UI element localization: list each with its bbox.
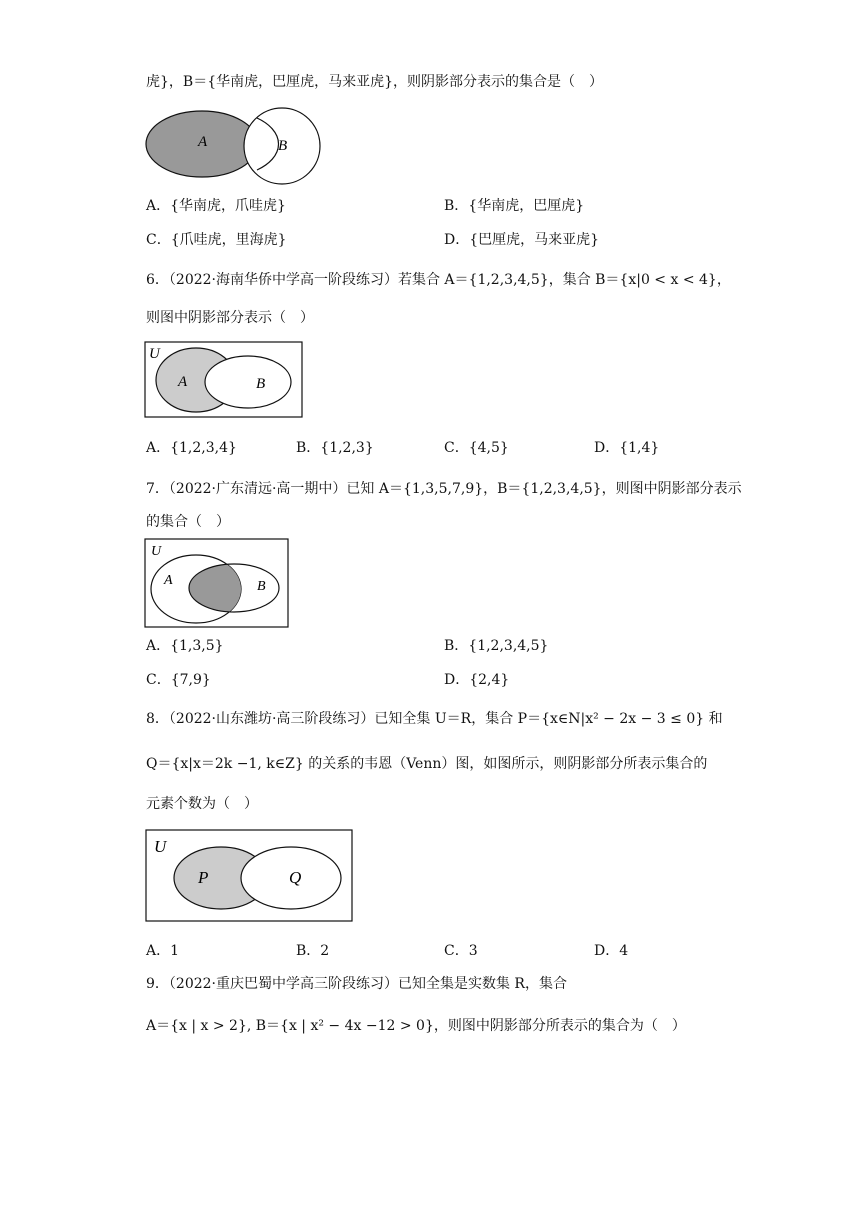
q8-stem-line2: Q＝{x|x＝2k −1, k∈Z} 的关系的韦恩（Venn）图，如图所示，则阴影部分所表示集合的 (146, 756, 708, 772)
q5-venn-diagram (144, 106, 324, 188)
q5-label-b: B (278, 138, 288, 154)
q8-stem-line3: 元素个数为（ ） (146, 796, 258, 812)
q9-stem-line2: A＝{x | x > 2}, B＝{x | x² − 4x −12 > 0}，则图中阴影部分所表示的集合为（ ） (146, 1018, 686, 1034)
q8-option-b[interactable]: B．2 (296, 943, 330, 959)
q7-stem-line2: 的集合（ ） (146, 514, 230, 530)
q6-set-b-circle (205, 356, 291, 408)
q6-stem-line2: 则图中阴影部分表示（ ） (146, 310, 314, 326)
q8-option-d[interactable]: D．4 (594, 943, 629, 959)
q5-label-a: A (198, 134, 208, 150)
q5-option-a[interactable]: A．{华南虎，爪哇虎} (146, 198, 286, 214)
q5-option-c[interactable]: C．{爪哇虎，里海虎} (146, 232, 287, 248)
q5-option-b[interactable]: B．{华南虎，巴厘虎} (444, 198, 585, 214)
q7-label-b: B (257, 579, 266, 594)
q6-option-b[interactable]: B．{1,2,3} (296, 440, 374, 456)
q7-stem-line1: 7．（2022·广东清远·高一期中）已知 A＝{1,3,5,7,9}，B＝{1,2,3,4,5}，则图中阴影部分表示 (146, 481, 742, 497)
q6-option-a[interactable]: A．{1,2,3,4} (146, 440, 237, 456)
q5-option-d[interactable]: D．{巴厘虎，马来亚虎} (444, 232, 600, 248)
q6-stem-line1: 6．（2022·海南华侨中学高一阶段练习）若集合 A＝{1,2,3,4,5}，集合 B＝{x|0 < x < 4}， (146, 272, 731, 288)
q8-option-a[interactable]: A．1 (146, 943, 180, 959)
q8-label-p: P (198, 868, 209, 887)
q7-option-a[interactable]: A．{1,3,5} (146, 638, 224, 654)
q8-venn-diagram (144, 828, 356, 924)
q7-option-d[interactable]: D．{2,4} (444, 672, 510, 688)
q7-label-a: A (164, 573, 173, 588)
q6-label-b: B (256, 376, 266, 392)
q6-option-c[interactable]: C．{4,5} (444, 440, 509, 456)
q6-option-d[interactable]: D．{1,4} (594, 440, 660, 456)
q8-option-c[interactable]: C．3 (444, 943, 478, 959)
q6-label-a: A (178, 374, 188, 390)
q7-option-c[interactable]: C．{7,9} (146, 672, 211, 688)
q6-venn-diagram (144, 341, 304, 419)
q7-venn-diagram (144, 538, 290, 630)
q8-label-u: U (154, 837, 167, 856)
q5-stem: 虎}，B＝{华南虎，巴厘虎，马来亚虎}，则阴影部分表示的集合是（ ） (146, 74, 604, 90)
q8-stem-line1: 8．（2022·山东潍坊·高三阶段练习）已知全集 U＝R，集合 P＝{x∈N|x² − 2x − 3 ≤ 0} 和 (146, 711, 723, 727)
q9-stem-line1: 9．（2022·重庆巴蜀中学高三阶段练习）已知全集是实数集 R，集合 (146, 976, 567, 992)
q7-option-b[interactable]: B．{1,2,3,4,5} (444, 638, 549, 654)
q6-label-u: U (149, 346, 160, 362)
q8-label-q: Q (289, 868, 302, 887)
q7-label-u: U (151, 544, 162, 559)
